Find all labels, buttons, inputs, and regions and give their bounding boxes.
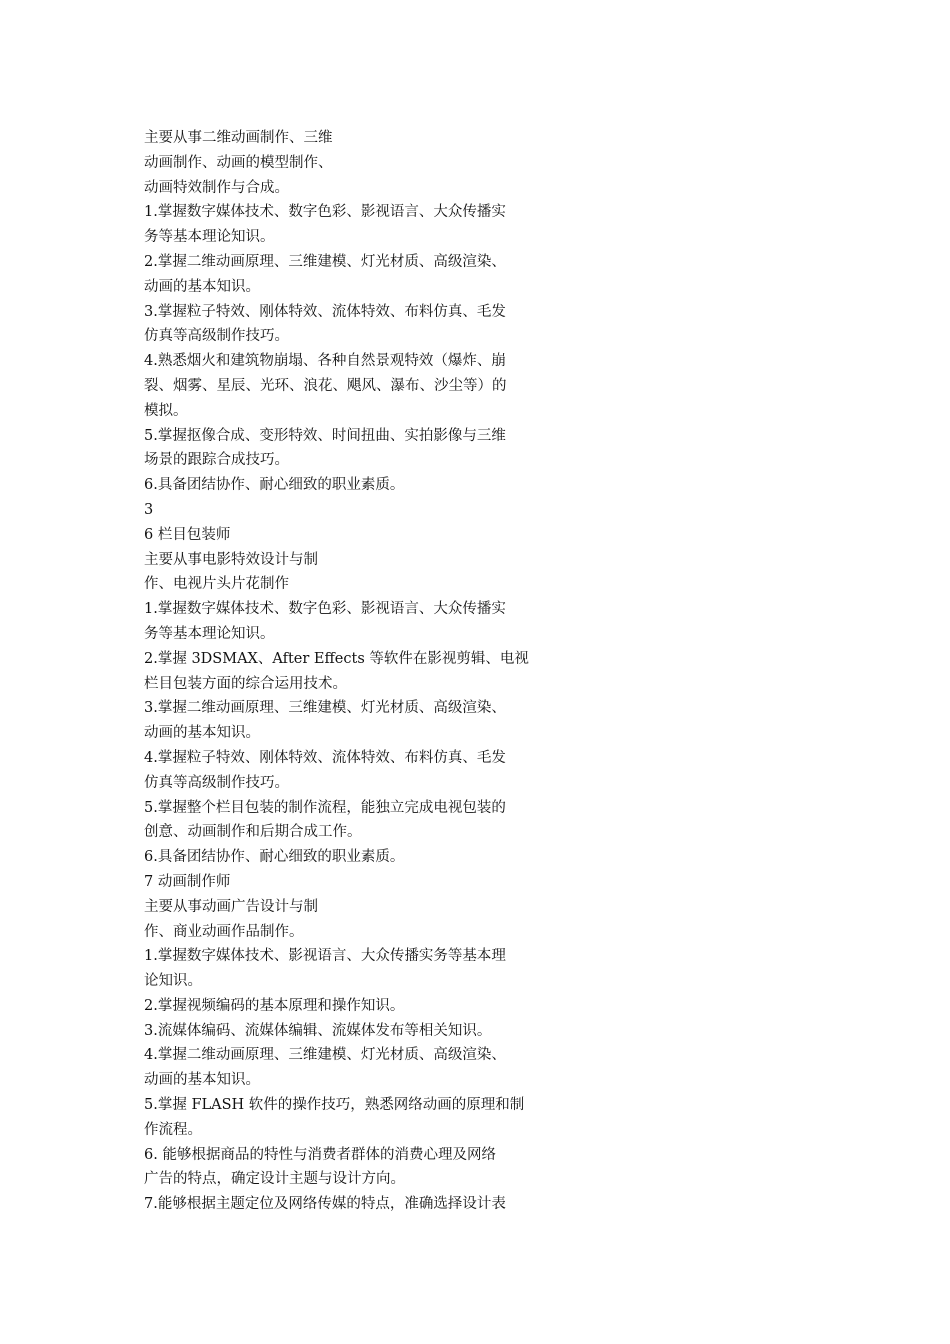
text-line: 作、商业动画作品制作。 <box>144 923 304 940</box>
text-line: 3.流媒体编码、流媒体编辑、流媒体发布等相关知识。 <box>144 1022 492 1039</box>
text-line: 作、电视片头片花制作 <box>144 576 289 593</box>
text-line: 2.掌握 3DSMAX、After Effects 等软件在影视剪辑、电视 <box>144 650 529 667</box>
text-line: 4.掌握二维动画原理、三维建模、灯光材质、高级渲染、 <box>144 1047 506 1064</box>
text-line: 动画的基本知识。 <box>144 1072 260 1089</box>
text-line: 1.掌握数字媒体技术、数字色彩、影视语言、大众传播实 <box>144 601 506 618</box>
text-line: 仿真等高级制作技巧。 <box>144 774 289 791</box>
text-line: 主要从事二维动画制作、三维 <box>144 130 333 146</box>
text-line: 动画的基本知识。 <box>144 278 260 295</box>
text-line: 作流程。 <box>144 1121 202 1138</box>
text-line: 2.掌握视频编码的基本原理和操作知识。 <box>144 997 405 1014</box>
text-line: 4.熟悉烟火和建筑物崩塌、各种自然景观特效（爆炸、崩 <box>144 353 506 370</box>
text-line: 动画制作、动画的模型制作、 <box>144 154 333 171</box>
text-line: 动画特效制作与合成。 <box>144 179 289 196</box>
text-line: 论知识。 <box>144 973 202 990</box>
text-line: 6. 能够根据商品的特性与消费者群体的消费心理及网络 <box>144 1146 496 1163</box>
text-line: 创意、动画制作和后期合成工作。 <box>144 824 362 841</box>
text-line: 2.掌握二维动画原理、三维建模、灯光材质、高级渲染、 <box>144 253 506 270</box>
text-line: 模拟。 <box>144 402 188 419</box>
document-page <box>144 126 584 1217</box>
text-line: 1.掌握数字媒体技术、影视语言、大众传播实务等基本理 <box>144 948 506 965</box>
text-line: 6.具备团结协作、耐心细致的职业素质。 <box>144 849 405 866</box>
text-line: 7.能够根据主题定位及网络传媒的特点，准确选择设计表 <box>144 1196 506 1213</box>
text-line: 裂、烟雾、星辰、光环、浪花、飓风、瀑布、沙尘等）的 <box>144 377 507 394</box>
text-line: 3 <box>144 501 154 518</box>
text-line: 主要从事动画广告设计与制 <box>144 898 318 915</box>
text-line: 6.具备团结协作、耐心细致的职业素质。 <box>144 477 405 494</box>
text-line: 3.掌握粒子特效、刚体特效、流体特效、布料仿真、毛发 <box>144 303 506 320</box>
text-line: 1.掌握数字媒体技术、数字色彩、影视语言、大众传播实 <box>144 204 506 221</box>
text-line: 场景的跟踪合成技巧。 <box>144 452 289 469</box>
text-line: 栏目包装方面的综合运用技术。 <box>144 675 347 692</box>
text-line: 主要从事电影特效设计与制 <box>144 551 318 568</box>
text-line: 仿真等高级制作技巧。 <box>144 328 289 345</box>
text-line: 务等基本理论知识。 <box>144 625 275 642</box>
text-line: 6 栏目包装师 <box>144 526 231 543</box>
text-line: 3.掌握二维动画原理、三维建模、灯光材质、高级渲染、 <box>144 700 506 717</box>
text-line: 务等基本理论知识。 <box>144 229 275 246</box>
text-line: 5.掌握抠像合成、变形特效、时间扭曲、实拍影像与三维 <box>144 427 506 444</box>
text-line: 广告的特点，确定设计主题与设计方向。 <box>144 1171 405 1188</box>
text-line: 5.掌握 FLASH 软件的操作技巧，熟悉网络动画的原理和制 <box>144 1097 525 1114</box>
text-line: 动画的基本知识。 <box>144 725 260 742</box>
text-line: 5.掌握整个栏目包装的制作流程，能独立完成电视包装的 <box>144 799 506 816</box>
text-line: 7 动画制作师 <box>144 873 231 890</box>
text-line: 4.掌握粒子特效、刚体特效、流体特效、布料仿真、毛发 <box>144 749 506 766</box>
